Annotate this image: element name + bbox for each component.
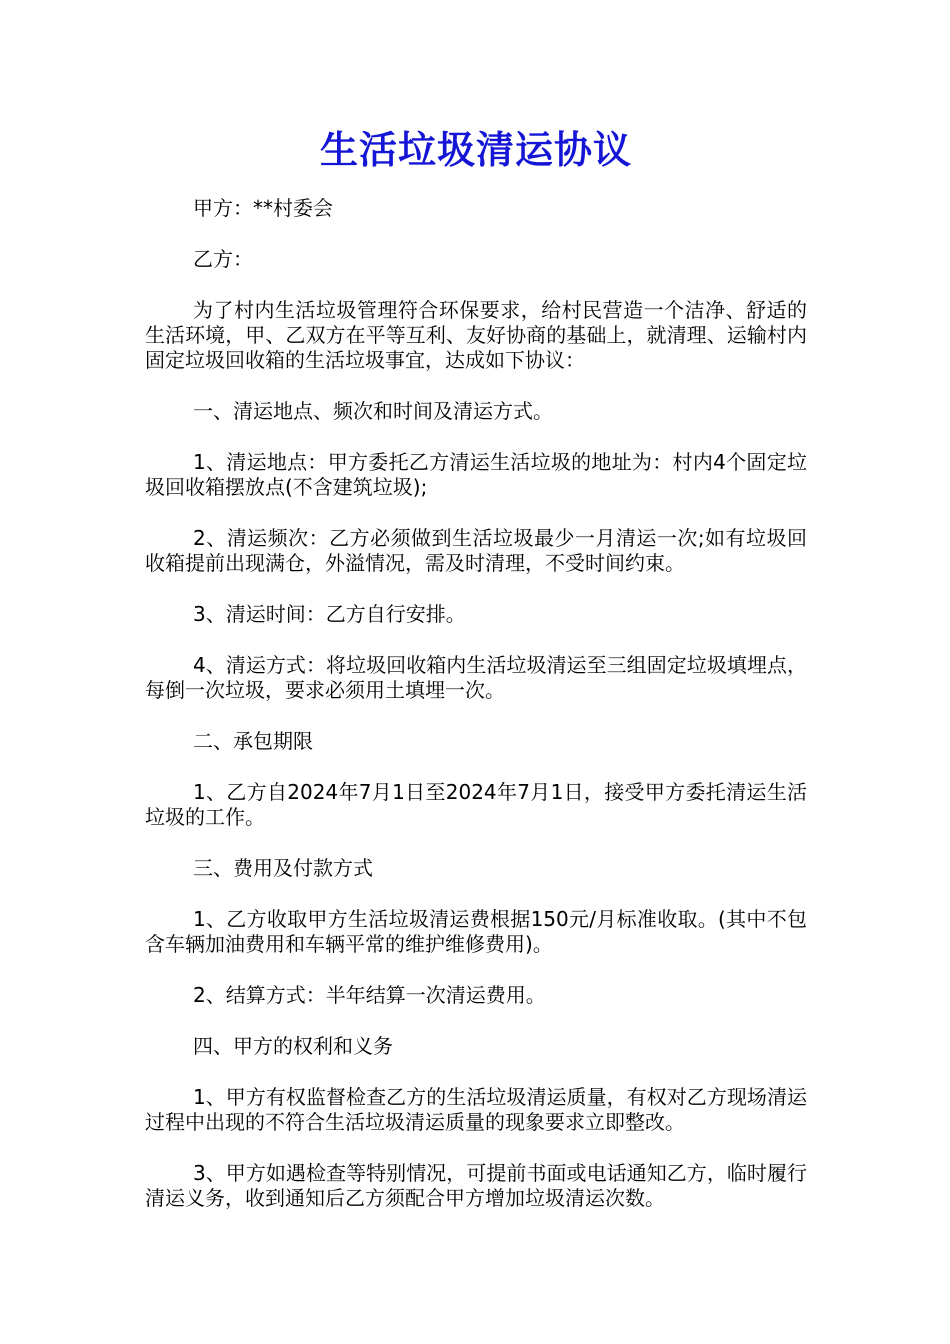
paragraph: 二、承包期限 <box>193 729 313 753</box>
paragraph: 1、甲方有权监督检查乙方的生活垃圾清运质量，有权对乙方现场清运过程中出现的不符合生活垃圾清运质量的现象要求立即整改。 <box>145 1085 807 1134</box>
document-body <box>145 196 807 1211</box>
paragraph: 三、费用及付款方式 <box>193 856 373 880</box>
paragraph: 2、结算方式：半年结算一次清运费用。 <box>193 983 546 1007</box>
paragraph: 甲方：**村委会 <box>193 196 333 220</box>
paragraph: 四、甲方的权利和义务 <box>193 1034 393 1058</box>
document-title: 生活垃圾清运协议 <box>319 127 632 172</box>
paragraph: 2、清运频次：乙方必须做到生活垃圾最少一月清运一次;如有垃圾回收箱提前出现满仓，外溢情况，需及时清理，不受时间约束。 <box>145 526 807 575</box>
paragraph: 4、清运方式：将垃圾回收箱内生活垃圾清运至三组固定垃圾填埋点，每倒一次垃圾，要求必须用土填埋一次。 <box>145 653 807 702</box>
paragraph: 1、乙方收取甲方生活垃圾清运费根据150元/月标准收取。(其中不包含车辆加油费用和车辆平常的维护维修费用)。 <box>145 907 807 956</box>
paragraph: 为了村内生活垃圾管理符合环保要求，给村民营造一个洁净、舒适的生活环境，甲、乙双方在平等互利、友好协商的基础上，就清理、运输村内固定垃圾回收箱的生活垃圾事宜，达成如下协议： <box>145 298 807 372</box>
paragraph: 3、清运时间：乙方自行安排。 <box>193 602 466 626</box>
paragraph: 1、清运地点：甲方委托乙方清运生活垃圾的地址为：村内4个固定垃圾回收箱摆放点(不含建筑垃圾); <box>145 450 807 499</box>
paragraph: 乙方： <box>193 247 253 271</box>
paragraph: 3、甲方如遇检查等特别情况，可提前书面或电话通知乙方，临时履行清运义务，收到通知后乙方须配合甲方增加垃圾清运次数。 <box>145 1161 807 1210</box>
paragraph: 一、清运地点、频次和时间及清运方式。 <box>193 399 553 423</box>
document-page <box>145 120 807 1237</box>
paragraph: 1、乙方自2024年7月1日至2024年7月1日，接受甲方委托清运生活垃圾的工作。 <box>145 780 807 829</box>
